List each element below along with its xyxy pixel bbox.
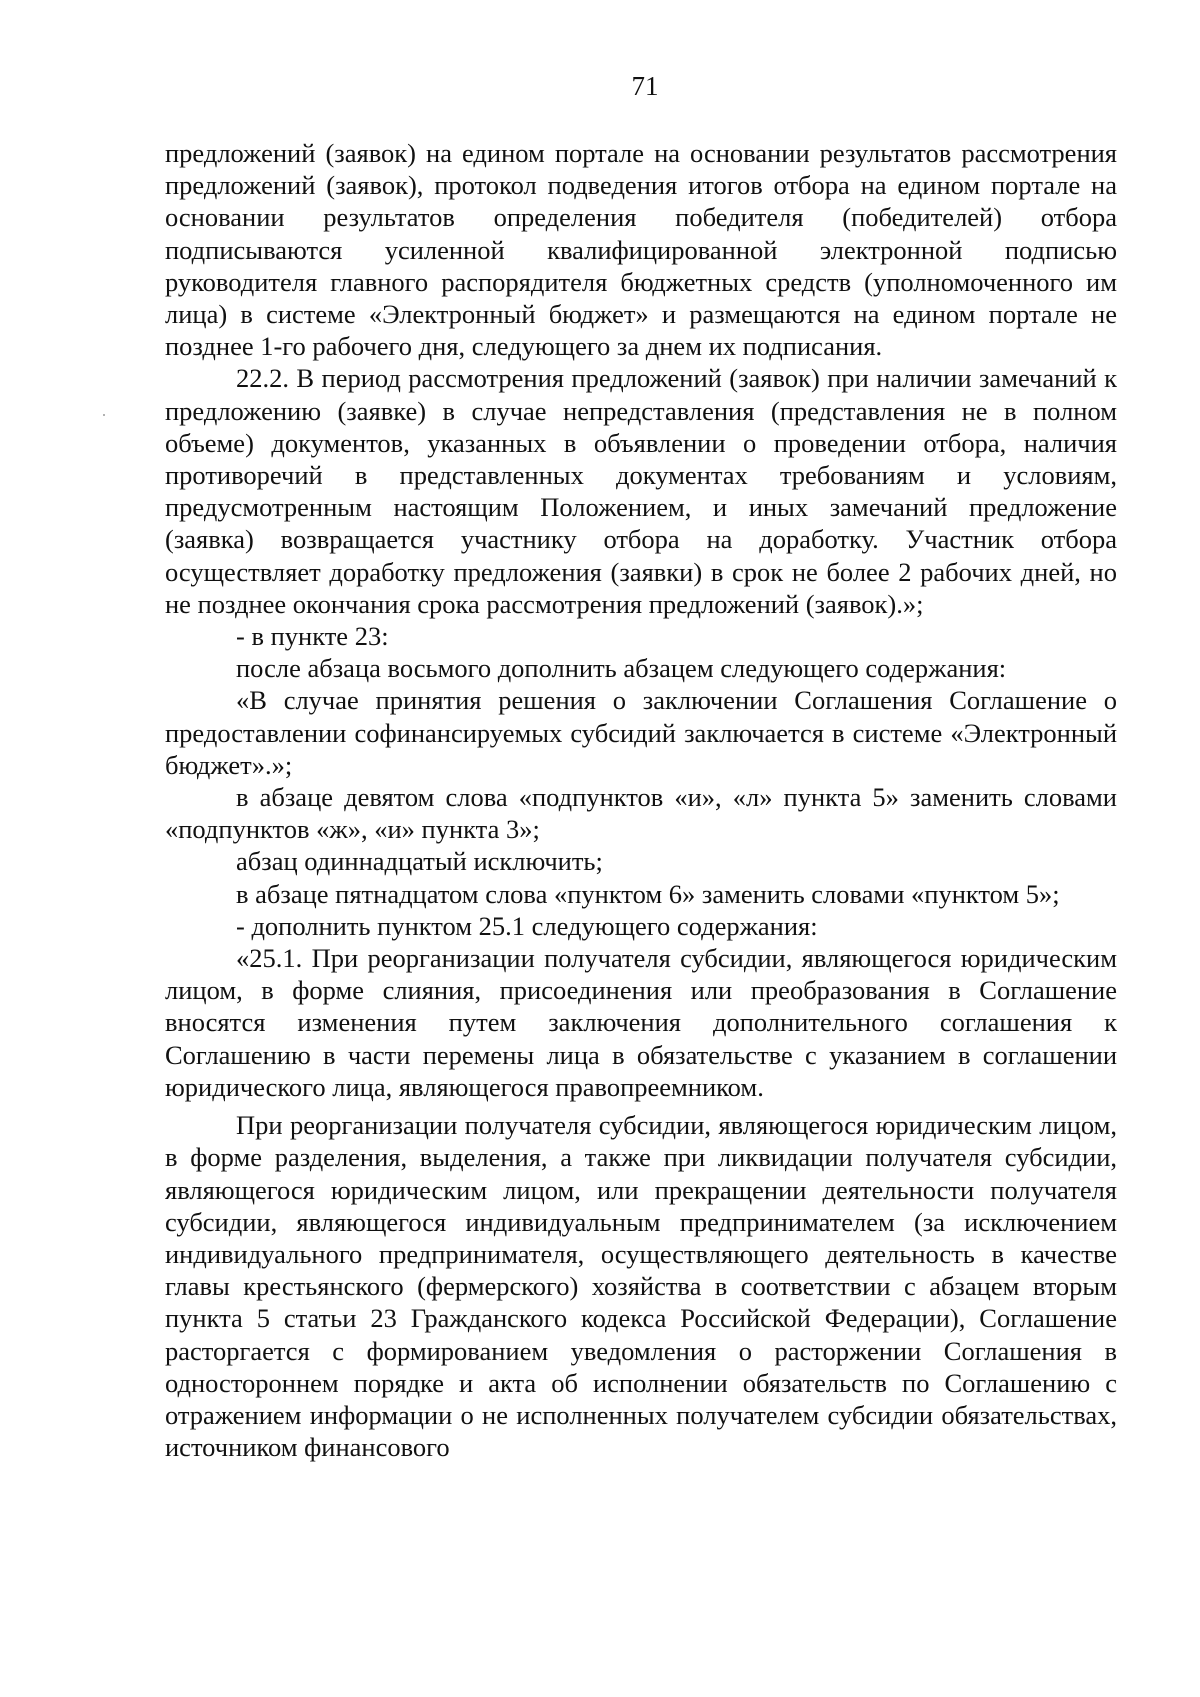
scan-speck <box>103 414 105 416</box>
paragraph-22-2: 22.2. В период рассмотрения предложений (заявок) при наличии замечаний к предложению (заявке) в случае непредставления (представления не в полном объеме) документов, указанных в объявлении о проведении отбора, наличия противоречий в представленных документах требованиям и условиям, предусмотренным настоящим Положением, и иных замечаний предложение (заявка) возвращается участнику отбора на доработку. Участник отбора осуществляет доработку предложения (заявки) в срок не более 2 рабочих дней, но не позднее окончания срока рассмотрения предложений (заявок).»; <box>165 363 1117 619</box>
page-number: 71 <box>631 71 659 101</box>
document-body <box>165 137 1117 1463</box>
paragraph-ninth-amend: в абзаце девятом слова «подпунктов «и», «л» пункта 5» заменить словами «подпунктов «ж», «и» пункта 3»; <box>165 782 1117 845</box>
paragraph-continuation: предложений (заявок) на едином портале на основании результатов рассмотрения предложений (заявок), протокол подведения итогов отбора на едином портале на основании результатов определения победителя (победителей) отбора подписываются усиленной квалифицированной электронной подписью руководителя главного распорядителя бюджетных средств (уполномоченного им лица) в системе «Электронный бюджет» и размещаются на едином портале не позднее 1-го рабочего дня, следующего за днем их подписания. <box>165 138 1117 362</box>
paragraph-fifteenth-amend: в абзаце пятнадцатом слова «пунктом 6» заменить словами «пунктом 5»; <box>236 878 1060 909</box>
paragraph-25-1: «25.1. При реорганизации получателя субсидии, являющегося юридическим лицом, в форме слияния, присоединения или преобразования в Соглашение вносятся изменения путем заключения дополнительного соглашения к Соглашению в части перемены лица в обязательстве с указанием в соглашении юридического лица, являющегося правопреемником. <box>165 943 1117 1102</box>
paragraph-after-eighth: после абзаца восьмого дополнить абзацем следующего содержания: <box>236 653 1007 684</box>
paragraph-item-23: - в пункте 23: <box>236 621 389 652</box>
paragraph-quote-agreement: «В случае принятия решения о заключении Соглашения Соглашение о предоставлении софинансируемых субсидий заключается в системе «Электронный бюджет».»; <box>165 685 1117 780</box>
paragraph-add-25-1: - дополнить пунктом 25.1 следующего содержания: <box>236 910 818 941</box>
paragraph-reorganization: При реорганизации получателя субсидии, являющегося юридическим лицом, в форме разделения, выделения, а также при ликвидации получателя субсидии, являющегося юридическим лицом, или прекращении деятельности получателя субсидии, являющегося индивидуальным предпринимателем (за исключением индивидуального предпринимателя, осуществляющего деятельность в качестве главы крестьянского (фермерского) хозяйства в соответствии с абзацем вторым пункта 5 статьи 23 Гражданского кодекса Российской Федерации), Соглашение расторгается с формированием уведомления о расторжении Соглашения в одностороннем порядке и акта об исполнении обязательств по Соглашению с отражением информации о не исполненных получателем субсидии обязательствах, источником финансового <box>165 1110 1117 1463</box>
paragraph-eleventh-exclude: абзац одиннадцатый исключить; <box>236 846 603 877</box>
